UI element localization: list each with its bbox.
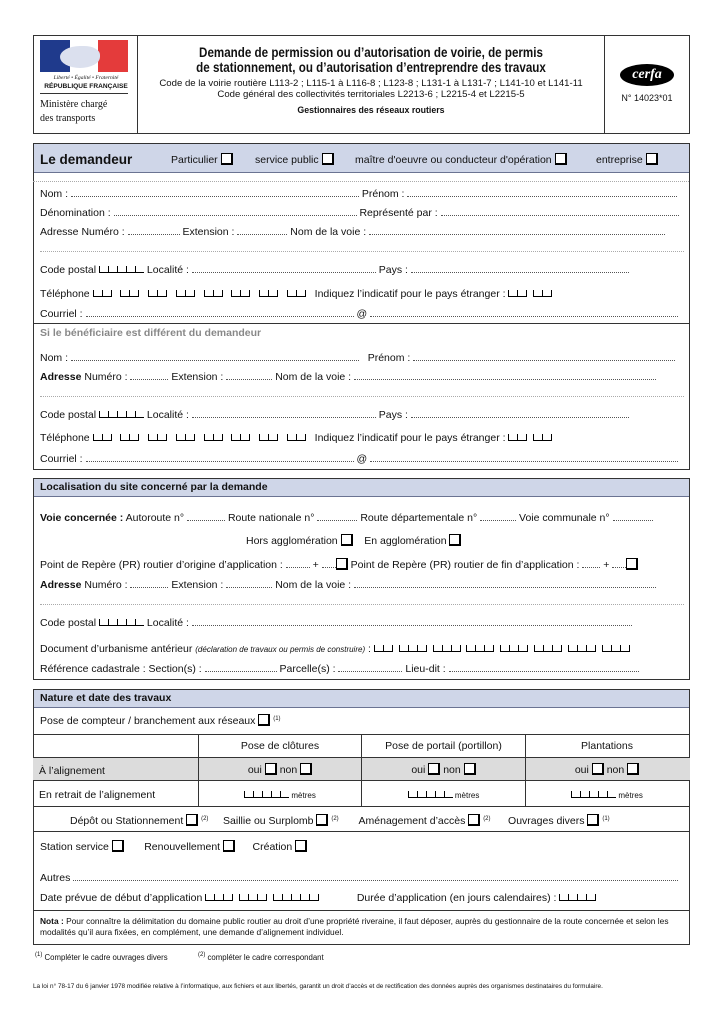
pr-row[interactable]: Point de Repère (PR) routier d’origine d’application : + Point de Repère (PR) routier de fin d’application : + xyxy=(40,558,638,571)
items-row[interactable]: Dépôt ou Stationnement $^{(2)}$ Saillie ou Surplomb $^{(2)}$ Aménagement d’accès $^{(2)}$ Ouvrages divers $^{(1)}$ xyxy=(70,815,610,827)
legal-notice: La loi n° 78-17 du 6 janvier 1978 modifiée relative à l’informatique, aux fichiers et aux libertés, garantit un droit d’accès et de rectification des données auprès des organismes destinataires du formulaire. xyxy=(33,983,603,990)
voie-concernee-row[interactable]: Voie concernée : Autoroute n° Route nationale n° Route départementale n° Voie communale n° xyxy=(40,511,653,524)
checkbox-icon[interactable] xyxy=(587,814,599,826)
logo-block xyxy=(34,36,138,133)
travaux-table xyxy=(33,734,690,807)
checkbox-icon[interactable] xyxy=(449,534,461,546)
demandeur-courriel-row[interactable]: Courriel : @ xyxy=(40,307,678,320)
legal-code-line-2: Code général des collectivités territoriales L2213-6 ; L2215-4 et L2215-5 xyxy=(217,89,525,100)
autres-row[interactable]: Autres xyxy=(40,871,678,884)
document-urbanisme-row[interactable]: Document d’urbanisme antérieur (déclaration de travaux ou permis de construire) : xyxy=(40,643,630,655)
option-entreprise[interactable]: entreprise xyxy=(596,153,658,166)
checkbox-icon[interactable] xyxy=(646,153,658,165)
checkbox-icon[interactable] xyxy=(221,153,233,165)
retrait-portail[interactable]: mètres xyxy=(362,791,525,800)
cerfa-logo: cerfa xyxy=(620,64,674,86)
checkbox-icon[interactable] xyxy=(258,714,270,726)
form-number: N° 14023*01 xyxy=(621,93,673,103)
checkbox-icon[interactable] xyxy=(186,814,198,826)
beneficiaire-cp-row[interactable]: Code postal Localité : Pays : xyxy=(40,408,629,421)
col-header-plantations: Plantations xyxy=(581,740,633,752)
ministry-line-2: des transports xyxy=(40,113,96,124)
checkbox-icon[interactable] xyxy=(322,153,334,165)
republic-label: RÉPUBLIQUE FRANÇAISE xyxy=(44,83,128,90)
demandeur-cp-row[interactable]: Code postal Localité : Pays : xyxy=(40,263,629,276)
demandeur-adresse-row[interactable]: Adresse Numéro : Extension : Nom de la voie : xyxy=(40,225,665,238)
footnote-2: $^{(2)}$ compléter le cadre correspondant xyxy=(198,952,324,962)
demandeur-header xyxy=(34,144,689,173)
nature-header xyxy=(34,690,689,708)
demandeur-denomination-row[interactable]: Dénomination : Représenté par : xyxy=(40,206,679,219)
checkbox-icon[interactable] xyxy=(592,763,604,775)
dates-row[interactable]: Date prévue de début d’application Durée d’application (en jours calendaires) : xyxy=(40,892,596,904)
checkbox-icon[interactable] xyxy=(223,840,235,852)
option-maitre-oeuvre[interactable]: maître d'oeuvre ou conducteur d'opération xyxy=(355,153,567,166)
demandeur-telephone-row[interactable]: Téléphone Indiquez l’indicatif pour le pays étranger : xyxy=(40,288,552,300)
beneficiaire-label: Si le bénéficiaire est différent du demandeur xyxy=(40,327,262,339)
beneficiaire-courriel-row[interactable]: Courriel : @ xyxy=(40,452,678,465)
localisation-cp-row[interactable]: Code postal Localité : xyxy=(40,616,632,629)
alignement-plantations[interactable]: oui non xyxy=(526,763,688,776)
localisation-header xyxy=(34,479,689,497)
beneficiaire-telephone-row[interactable]: Téléphone Indiquez l’indicatif pour le pays étranger : xyxy=(40,432,552,444)
nature-title: Nature et date des travaux xyxy=(40,692,172,704)
checkbox-icon[interactable] xyxy=(300,763,312,775)
checkbox-icon[interactable] xyxy=(555,153,567,165)
option-service-public[interactable]: service public xyxy=(255,153,334,166)
checkbox-icon[interactable] xyxy=(295,840,307,852)
col-header-clotures: Pose de clôtures xyxy=(240,740,320,752)
form-title-line-2: de stationnement, ou d’autorisation d’entreprendre des travaux xyxy=(196,60,546,75)
station-row[interactable]: Station service Renouvellement Création xyxy=(40,840,307,853)
localisation-title: Localisation du site concerné par la demande xyxy=(40,481,268,493)
cerfa-block xyxy=(605,36,689,133)
checkbox-icon[interactable] xyxy=(627,763,639,775)
pose-compteur-row[interactable]: Pose de compteur / branchement aux réseaux $^{(1)}$ xyxy=(40,715,281,727)
checkbox-icon[interactable] xyxy=(336,558,348,570)
demandeur-nom-row[interactable]: Nom : Prénom : xyxy=(40,187,677,200)
beneficiaire-adresse-row[interactable]: Adresse Numéro : Extension : Nom de la voie : xyxy=(40,370,656,383)
checkbox-icon[interactable] xyxy=(626,558,638,570)
title-block xyxy=(138,36,605,133)
checkbox-icon[interactable] xyxy=(112,840,124,852)
row-alignement-label: À l’alignement xyxy=(39,765,105,777)
footnote-1: $^{(1)}$ Compléter le cadre ouvrages divers xyxy=(35,952,168,962)
marianne-logo xyxy=(40,40,128,72)
retrait-clotures[interactable]: mètres xyxy=(199,791,361,800)
checkbox-icon[interactable] xyxy=(265,763,277,775)
checkbox-icon[interactable] xyxy=(464,763,476,775)
row-retrait-label: En retrait de l’alignement xyxy=(39,789,156,801)
form-header xyxy=(33,35,690,134)
legal-code-line-1: Code de la voirie routière L113-2 ; L115-1 à L116-8 ; L123-8 ; L131-1 à L131-7 ; L141-10 et L141-11 xyxy=(159,78,583,89)
alignement-clotures[interactable]: oui non xyxy=(199,763,361,776)
checkbox-icon[interactable] xyxy=(428,763,440,775)
alignement-portail[interactable]: oui non xyxy=(362,763,525,776)
agglomeration-row[interactable]: Hors agglomération En agglomération xyxy=(246,534,461,547)
nota: Nota : Pour connaître la délimitation du domaine public routier au droit d’une propriété riveraine, il faut déposer, auprès du gestionnaire de la route concernée et selon les modalités qu’il aura fixées, en complément, une demande d’alignement individuel. xyxy=(40,916,669,937)
reference-cadastrale-row[interactable]: Référence cadastrale : Section(s) : Parcelle(s) : Lieu-dit : xyxy=(40,662,639,675)
beneficiaire-nom-row[interactable]: Nom : Prénom : xyxy=(40,351,675,364)
demandeur-title: Le demandeur xyxy=(40,152,133,167)
form-title-line-1: Demande de permission ou d’autorisation de voirie, de permis xyxy=(199,45,543,60)
retrait-plantations[interactable]: mètres xyxy=(526,791,688,800)
checkbox-icon[interactable] xyxy=(316,814,328,826)
col-header-portail: Pose de portail (portillon) xyxy=(385,740,502,752)
checkbox-icon[interactable] xyxy=(341,534,353,546)
managers-label: Gestionnaires des réseaux routiers xyxy=(297,105,445,115)
localisation-adresse-row[interactable]: Adresse Numéro : Extension : Nom de la voie : xyxy=(40,578,656,591)
checkbox-icon[interactable] xyxy=(468,814,480,826)
motto: Liberté • Égalité • Fraternité xyxy=(53,75,119,81)
option-particulier[interactable]: Particulier xyxy=(171,153,233,166)
ministry-line-1: Ministère chargé xyxy=(40,99,108,110)
